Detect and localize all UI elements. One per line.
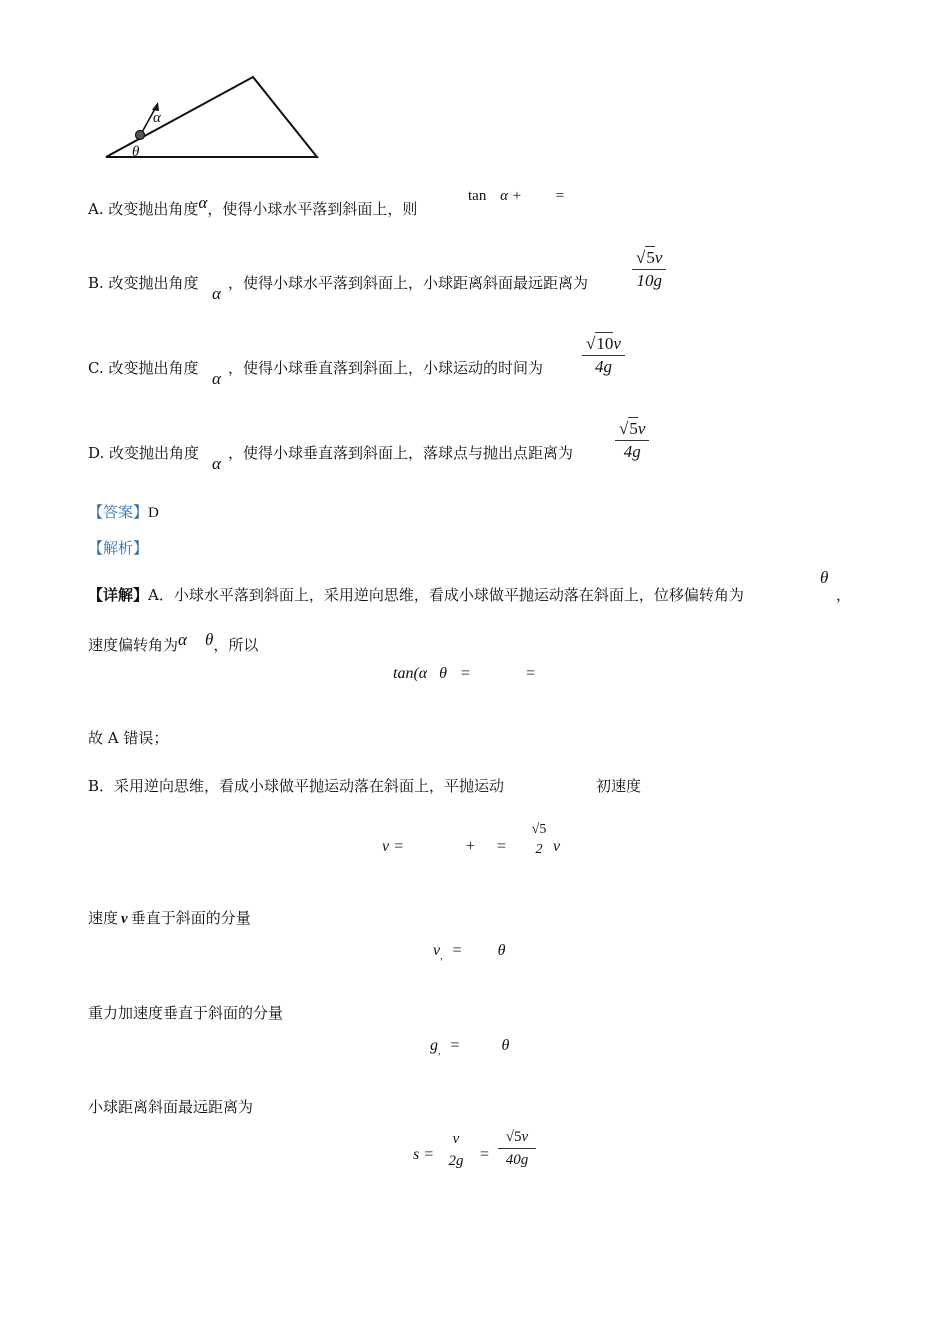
detail-text-1: A．小球水平落到斜面上，采用逆向思维，看成小球做平抛运动落在斜面上，位移偏转角为	[148, 586, 744, 604]
detail-text-2b: ，所以	[213, 636, 259, 654]
alpha-symbol: α	[212, 454, 221, 473]
eq3-eq: =	[452, 942, 462, 959]
eq2-fraction: √5 2	[531, 820, 547, 860]
alpha-symbol: α	[198, 193, 208, 212]
option-b-fraction: $\frac{√5v}{10g}$	[632, 246, 666, 292]
equation-3: $v_, = \theta$	[433, 942, 506, 962]
eq4-g: g	[430, 1037, 438, 1054]
radicand: 5	[646, 248, 655, 267]
option-a-expr	[468, 188, 564, 205]
answer-label: 【答案】	[88, 503, 149, 521]
var-v: v	[654, 248, 663, 267]
detail-line-1	[88, 584, 744, 605]
alpha-plus: α +	[500, 188, 522, 204]
analysis-line	[88, 537, 148, 558]
eq2-eq: =	[496, 838, 506, 855]
radicand: 5	[629, 419, 638, 438]
eq5-radicand: 5	[514, 1129, 522, 1145]
denominator: 4g	[582, 355, 625, 378]
eq5-var: v	[521, 1129, 529, 1145]
var-v: v	[637, 419, 646, 438]
option-a[interactable]	[88, 193, 418, 219]
incline-figure	[100, 70, 330, 165]
eq2-v: v =	[382, 838, 404, 855]
option-c-rest: ，使得小球垂直落到斜面上，小球运动的时间为	[228, 359, 544, 377]
option-c[interactable]	[88, 357, 198, 378]
option-d[interactable]	[88, 442, 199, 463]
theta-symbol: θ	[204, 630, 214, 649]
detail-label: 【详解】	[88, 586, 149, 604]
option-b[interactable]	[88, 272, 199, 293]
radicand: 10	[596, 334, 614, 353]
alpha-label: α	[153, 110, 161, 126]
option-b-rest: ，使得小球水平落到斜面上，小球距离斜面最远距离为	[228, 274, 589, 292]
theta-label: θ	[132, 144, 140, 160]
eq4-eq: =	[450, 1037, 460, 1054]
answer-line	[88, 501, 159, 522]
eq3-v: v	[433, 942, 441, 959]
denominator: 4g	[615, 440, 649, 463]
eq1-theta: θ	[439, 665, 448, 682]
eq5-num: v	[452, 1131, 460, 1147]
detail-text-c2: 垂直于斜面的分量	[130, 909, 251, 927]
var-v: v	[121, 911, 128, 927]
option-b-text: B. 改变抛出角度	[88, 274, 199, 292]
eq1-tan: tan(α	[393, 665, 428, 682]
option-c-fraction: $\frac{√10v}{4g}$	[582, 332, 625, 378]
theta-symbol: θ	[820, 568, 829, 587]
eq5-den: 2g	[448, 1153, 464, 1169]
eq4-theta: θ	[501, 1037, 510, 1054]
detail-line-2	[88, 630, 259, 655]
eq1-eq: =	[461, 665, 471, 682]
analysis-label: 【解析】	[88, 539, 149, 557]
eq5-den2: 40g	[498, 1148, 536, 1171]
equals-sign: =	[555, 188, 565, 204]
eq5-fraction-2: √5v 40g	[498, 1126, 536, 1171]
eq5-fraction-1	[442, 1128, 470, 1172]
equation-4: $g_, = \theta$	[430, 1037, 510, 1057]
eq2-var: v	[553, 838, 561, 855]
detail-text-2a: 速度偏转角为	[88, 636, 179, 654]
detail-text-c1: 速度	[88, 909, 119, 927]
var-v: v	[613, 334, 621, 353]
equation-2	[382, 838, 506, 856]
eq5-s: s =	[413, 1146, 435, 1163]
alpha-symbol: α	[212, 369, 221, 388]
equation-1	[393, 665, 535, 683]
eq3-theta: θ	[497, 942, 506, 959]
option-c-text: C. 改变抛出角度	[88, 359, 199, 377]
detail-line-c	[88, 907, 251, 928]
tan-text: tan	[468, 188, 487, 204]
detail-line-d: 重力加速度垂直于斜面的分量	[88, 1004, 284, 1022]
answer-value: D	[148, 505, 159, 521]
ball	[136, 131, 145, 140]
option-a-text: A. 改变抛出角度	[88, 200, 199, 218]
alpha-symbol: α	[212, 284, 221, 303]
denominator: 10g	[632, 269, 666, 292]
detail-line-b	[88, 775, 504, 796]
detail-line-b2: 初速度	[596, 777, 642, 795]
option-d-text: D. 改变抛出角度	[88, 444, 200, 462]
alpha-symbol: α	[178, 630, 187, 649]
option-d-fraction: $\frac{√5v}{4g}$	[615, 417, 649, 463]
comma: ，	[836, 586, 852, 604]
detail-text-b1: B．采用逆向思维，看成小球做平抛运动落在斜面上，平抛运动	[88, 777, 505, 795]
detail-line-e: 小球距离斜面最远距离为	[88, 1098, 254, 1116]
eq1-eq2: =	[526, 665, 536, 682]
option-a-rest: ，使得小球水平落到斜面上，则	[207, 200, 418, 218]
eq2-plus: +	[465, 838, 475, 855]
eq2-radicand: 5	[539, 822, 547, 837]
conclusion-a: 故 A 错误；	[88, 729, 169, 747]
option-d-rest: ，使得小球垂直落到斜面上，落球点与抛出点距离为	[228, 444, 574, 462]
eq5-eq: =	[480, 1146, 490, 1163]
eq2-den: 2	[535, 842, 543, 857]
